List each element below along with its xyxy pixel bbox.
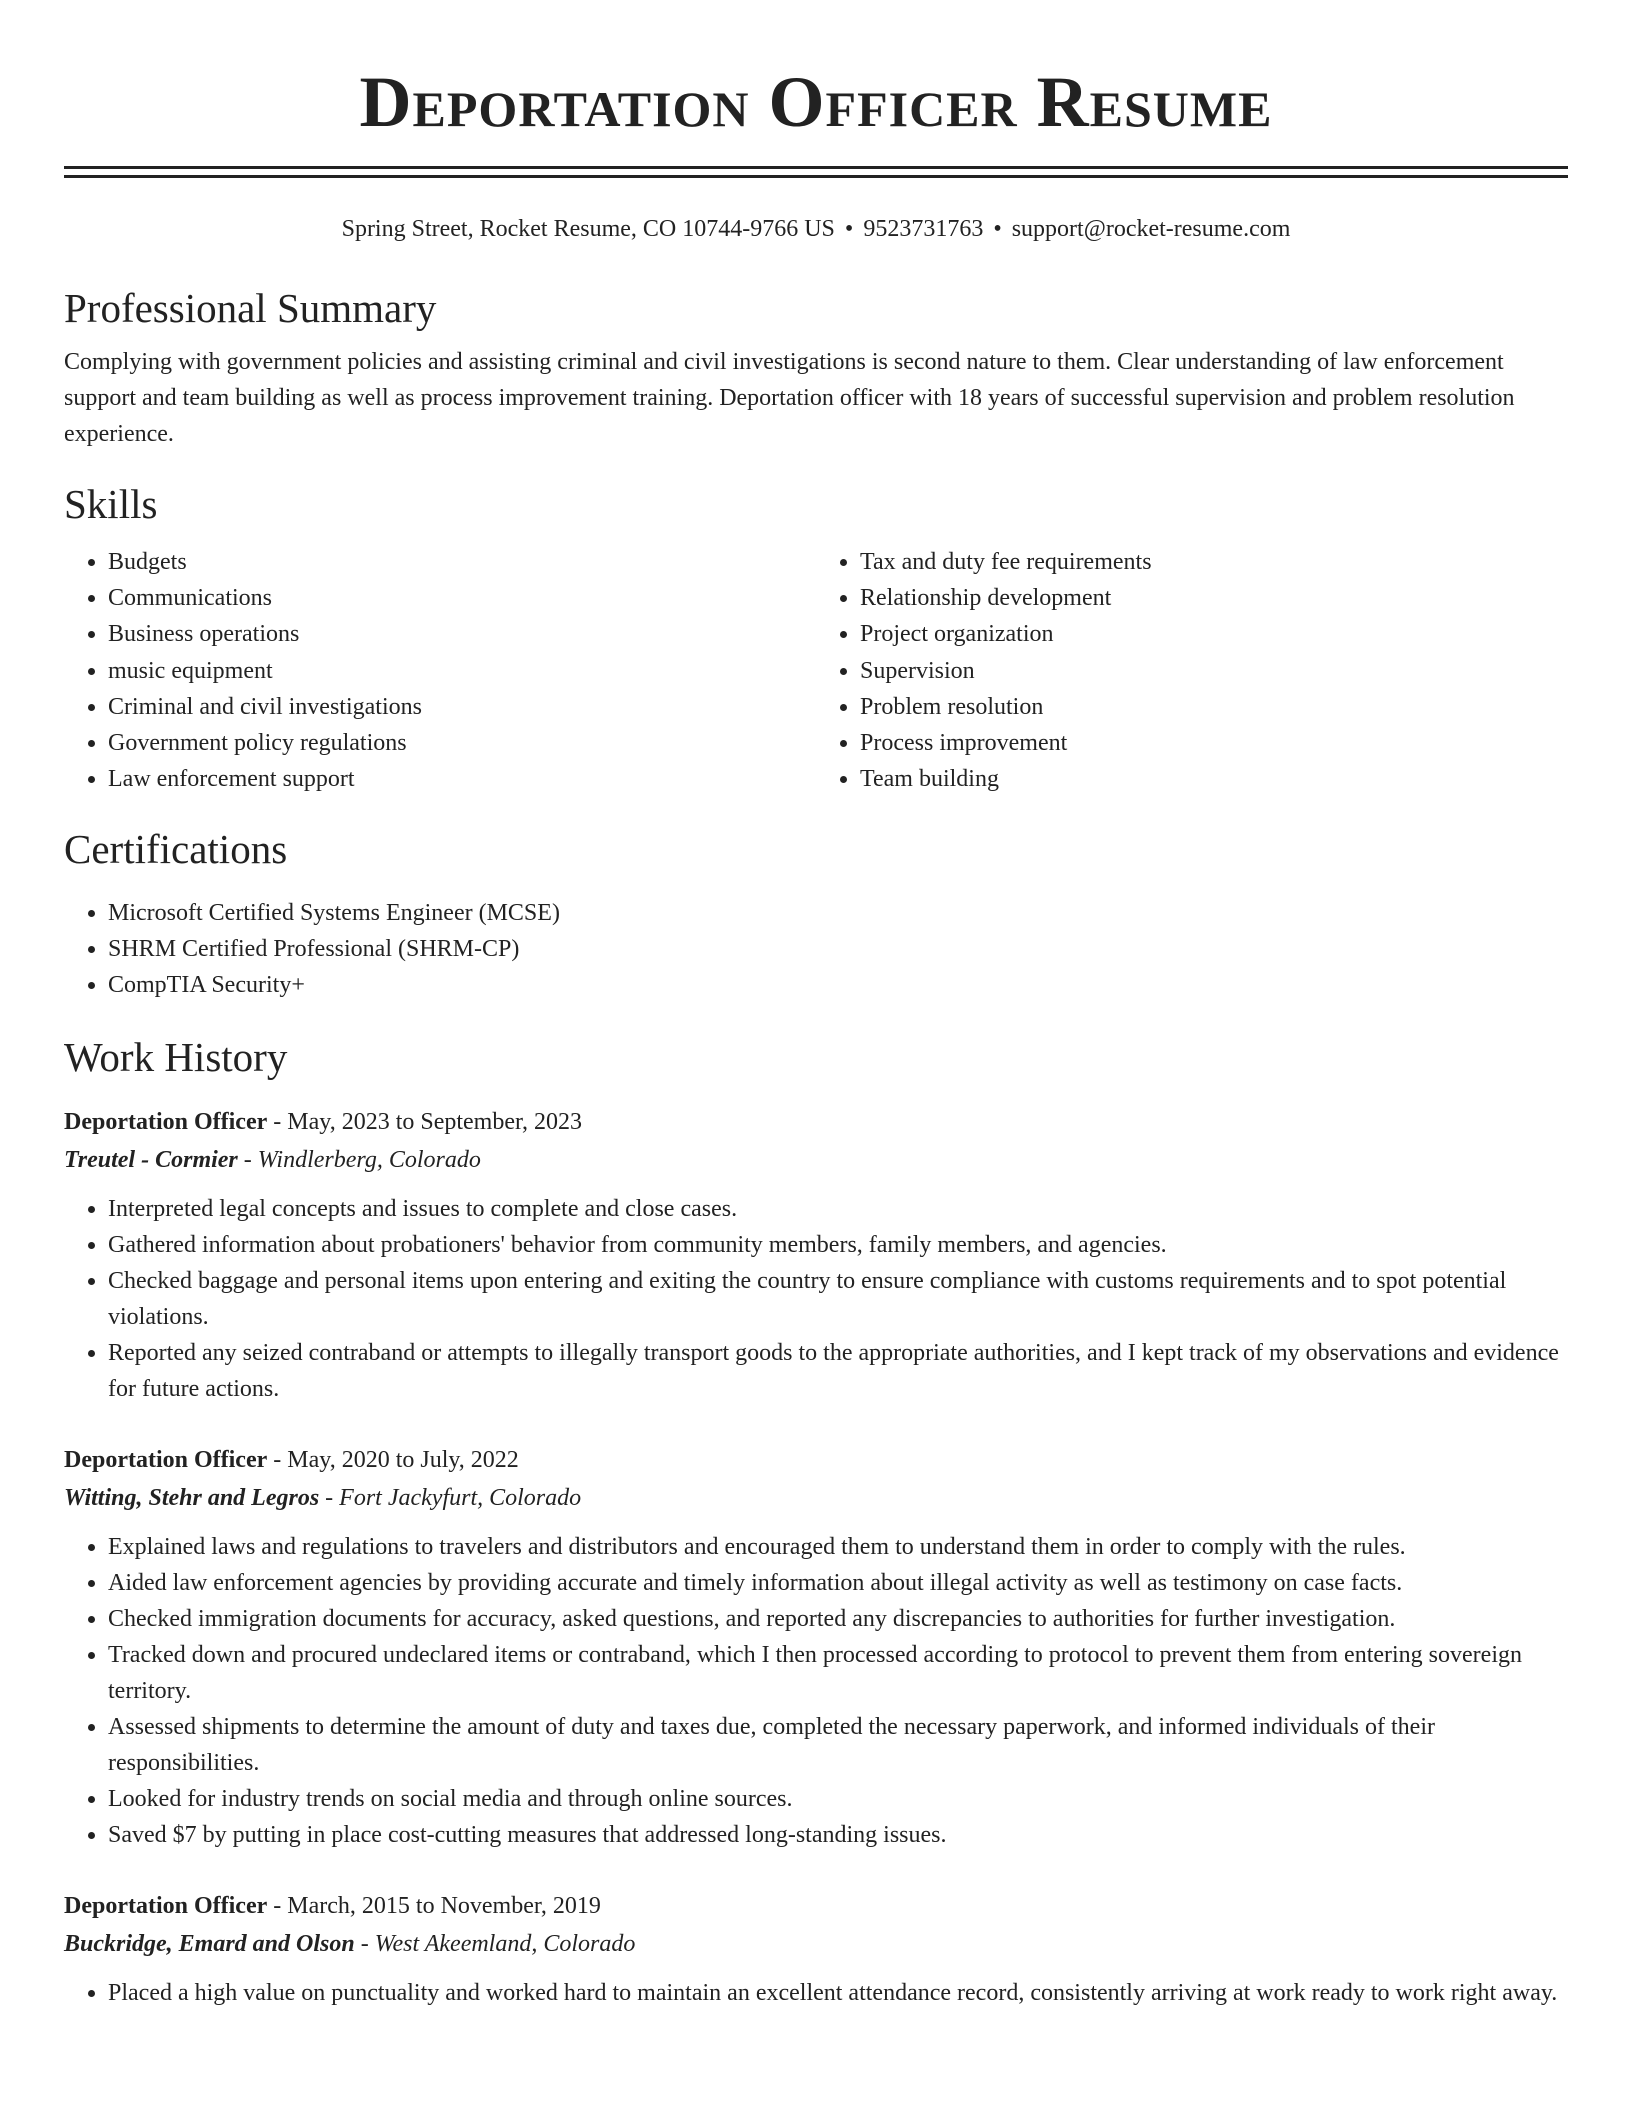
contact-phone: 9523731763 bbox=[863, 216, 984, 242]
skill-item: • Supervision bbox=[860, 653, 1568, 689]
skills-column-left bbox=[64, 544, 816, 797]
skill-item: • music equipment bbox=[108, 653, 816, 689]
skills-column-right bbox=[816, 544, 1568, 797]
job-title-line bbox=[64, 1103, 1568, 1141]
job-role: Deportation Officer bbox=[64, 1893, 268, 1920]
skill-item: • Process improvement bbox=[860, 725, 1568, 761]
skill-item: • Relationship development bbox=[860, 580, 1568, 616]
contact-email: support@rocket-resume.com bbox=[1011, 216, 1291, 242]
certifications-heading: Certifications bbox=[64, 826, 288, 873]
title-rule-bottom bbox=[64, 175, 1568, 178]
job-duties-list bbox=[64, 1975, 1568, 2011]
job-duties-list bbox=[64, 1191, 1568, 1407]
skill-item: • Communications bbox=[108, 580, 816, 616]
job-role: Deportation Officer bbox=[64, 1447, 268, 1474]
job-duty: • Assessed shipments to determine the amount of duty and taxes due, completed the necessary paperwork, and informed individuals of their responsibilities. bbox=[108, 1709, 1568, 1781]
skill-item: • Criminal and civil investigations bbox=[108, 689, 816, 725]
certifications-list bbox=[64, 895, 1568, 1003]
job-duty: • Interpreted legal concepts and issues to complete and close cases. bbox=[108, 1191, 1568, 1227]
skill-item: • Business operations bbox=[108, 616, 816, 652]
skill-item: • Problem resolution bbox=[860, 689, 1568, 725]
skill-item: • Budgets bbox=[108, 544, 816, 580]
title-rule-top bbox=[64, 166, 1568, 169]
job-company-line bbox=[64, 1479, 1568, 1517]
job-location: - West Akeemland, Colorado bbox=[354, 1931, 636, 1958]
job-duty: • Aided law enforcement agencies by providing accurate and timely information about illegal activity as well as testimony on case facts. bbox=[108, 1565, 1568, 1601]
job-company: Treutel - Cormier bbox=[64, 1147, 238, 1174]
job-duty: • Checked baggage and personal items upon entering and exiting the country to ensure compliance with customs requirements and to spot potential violations. bbox=[108, 1263, 1568, 1335]
contact-address: Spring Street, Rocket Resume, CO 10744-9766 US bbox=[341, 216, 835, 242]
certification-item: • CompTIA Security+ bbox=[108, 967, 1568, 1003]
summary-heading: Professional Summary bbox=[64, 285, 437, 331]
skills-heading: Skills bbox=[64, 481, 158, 527]
job-duties-list bbox=[64, 1529, 1568, 1853]
job-company: Buckridge, Emard and Olson bbox=[64, 1931, 355, 1958]
job-duty: • Reported any seized contraband or attempts to illegally transport goods to the appropriate authorities, and I kept track of my observations and evidence for future actions. bbox=[108, 1335, 1568, 1407]
skill-item: • Government policy regulations bbox=[108, 725, 816, 761]
skill-item: • Project organization bbox=[860, 616, 1568, 652]
job-duty: • Gathered information about probationers' behavior from community members, family members, and agencies. bbox=[108, 1227, 1568, 1263]
job-company-line bbox=[64, 1925, 1568, 1963]
job-company-line bbox=[64, 1141, 1568, 1179]
job-duty: • Checked immigration documents for accuracy, asked questions, and reported any discrepancies to authorities for further investigation. bbox=[108, 1601, 1568, 1637]
skill-item: • Team building bbox=[860, 761, 1568, 797]
resume-page bbox=[64, 0, 1568, 2011]
job-entry bbox=[64, 1441, 1568, 1853]
work-history-heading: Work History bbox=[64, 1034, 288, 1081]
job-dates: - May, 2023 to September, 2023 bbox=[267, 1109, 583, 1136]
job-entry bbox=[64, 1103, 1568, 1407]
job-duty: • Tracked down and procured undeclared items or contraband, which I then processed according to protocol to prevent them from entering sovereign territory. bbox=[108, 1637, 1568, 1709]
job-entry bbox=[64, 1887, 1568, 2011]
job-duty: • Placed a high value on punctuality and worked hard to maintain an excellent attendance record, consistently arriving at work ready to work right away. bbox=[108, 1975, 1568, 2011]
contact-separator: • bbox=[844, 216, 854, 242]
job-dates: - May, 2020 to July, 2022 bbox=[267, 1447, 519, 1474]
job-title-line bbox=[64, 1887, 1568, 1925]
job-title-line bbox=[64, 1441, 1568, 1479]
job-location: - Fort Jackyfurt, Colorado bbox=[319, 1485, 582, 1512]
contact-separator: • bbox=[993, 216, 1002, 242]
skills-list bbox=[64, 544, 1568, 797]
summary-text: Complying with government policies and assisting criminal and civil investigations is second nature to them. Clear understanding of law enforcement support and team building as well as process improvement training. Deportation officer with 18 years of successful supervision and problem resolution experience. bbox=[64, 349, 1515, 447]
job-location: - Windlerberg, Colorado bbox=[237, 1147, 481, 1174]
contact-line bbox=[64, 214, 1568, 244]
page-title: Deportation Officer Resume bbox=[359, 62, 1273, 142]
certification-item: • SHRM Certified Professional (SHRM-CP) bbox=[108, 931, 1568, 967]
job-duty: • Explained laws and regulations to travelers and distributors and encouraged them to understand them in order to comply with the rules. bbox=[108, 1529, 1568, 1565]
skill-item: • Law enforcement support bbox=[108, 761, 816, 797]
skill-item: • Tax and duty fee requirements bbox=[860, 544, 1568, 580]
job-duty: • Looked for industry trends on social media and through online sources. bbox=[108, 1781, 1568, 1817]
certification-item: • Microsoft Certified Systems Engineer (MCSE) bbox=[108, 895, 1568, 931]
job-company: Witting, Stehr and Legros bbox=[64, 1485, 320, 1512]
job-dates: - March, 2015 to November, 2019 bbox=[267, 1893, 601, 1920]
job-role: Deportation Officer bbox=[64, 1109, 268, 1136]
job-duty: • Saved $7 by putting in place cost-cutting measures that addressed long-standing issues. bbox=[108, 1817, 1568, 1853]
